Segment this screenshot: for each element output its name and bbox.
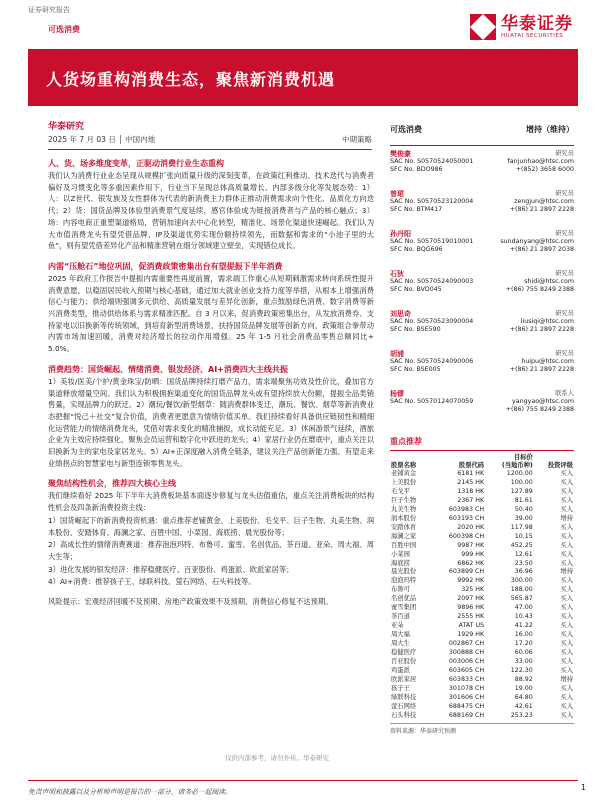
dateline	[48, 134, 372, 150]
table-cell: 孩子王	[391, 684, 410, 692]
table-cell: 买入	[560, 586, 573, 594]
table-cell: 2097 HK	[457, 595, 485, 603]
table-cell: 452.25	[510, 541, 533, 549]
table-cell: 188.00	[510, 586, 533, 594]
table-cell: 33.00	[514, 658, 533, 666]
recommendation-item: 4）AI+消费：推荐孩子王、绿联科技、萤石网络、石头科技等。	[48, 577, 256, 587]
table-cell: 301078 CH	[448, 684, 485, 692]
recommendation-item: 3）进化发展的银发经济：推荐稳健医疗、百亚股份、鸡蛋派、欧派家居等；	[48, 564, 294, 574]
analyst-name: 杨镠	[390, 390, 404, 398]
table-cell: 2020 HK	[457, 523, 485, 531]
table-cell: 603833 CH	[448, 675, 485, 683]
disclaimer-footer: 免责声明和披露以及分析师声明是报告的一部分，请务必一起阅读。	[28, 780, 578, 796]
analyst-card	[390, 386, 574, 426]
table-row	[390, 613, 574, 622]
analyst-sac: SAC No. S0570524050001	[390, 158, 474, 165]
table-cell: 12.61	[514, 550, 533, 558]
table-cell: ATAT US	[458, 622, 485, 630]
table-cell: 欧派家居	[391, 675, 417, 683]
table-cell: 毛戈平	[391, 487, 410, 495]
table-row	[390, 524, 574, 533]
table-cell: 增持	[560, 514, 573, 522]
analyst-name: 樊俊豪	[390, 150, 411, 158]
table-cell: 301606 CH	[448, 693, 485, 701]
analyst-sfc: SFC No. BDO986	[390, 166, 443, 173]
confidential-watermark: 仅供内部参考，请勿外传。华泰研究	[225, 754, 329, 762]
section-heading: 内需“压舱石”地位巩固，促消费政策密集出台有望提振下半年消费	[48, 261, 283, 271]
table-cell: 名创优品	[391, 595, 417, 603]
analyst-card	[390, 146, 574, 186]
table-cell: 603193 CH	[448, 514, 485, 522]
table-cell: 百胜中国	[391, 541, 417, 549]
table-cell: 海底捞	[391, 559, 410, 567]
table-cell: 巨子生物	[391, 496, 417, 504]
analyst-sfc: SFC No. BTM417	[390, 206, 443, 213]
table-row	[390, 542, 574, 551]
table-cell: 6862 HK	[457, 559, 485, 567]
table-cell: 买入	[560, 550, 573, 558]
analyst-card	[390, 186, 574, 226]
table-cell: 122.30	[510, 666, 533, 674]
logo-chinese-name: 华泰证券	[501, 14, 573, 34]
table-cell: 增持	[560, 675, 573, 683]
table-cell: 42.61	[514, 702, 533, 710]
section-heading: 人、货、场多维度变革，正驱动消费行业生态重构	[48, 159, 224, 168]
analyst-list	[390, 146, 574, 426]
analyst-sfc: SFC No. BSE590	[390, 326, 441, 333]
table-row	[390, 506, 574, 515]
table-cell: 2145 HK	[457, 478, 485, 486]
table-header: 股票代码	[458, 462, 485, 469]
table-cell: 23.50	[514, 559, 533, 567]
analyst-sac: SAC No. S0570519010001	[390, 238, 474, 245]
table-cell: 买入	[560, 470, 573, 477]
analyst-card	[390, 346, 574, 386]
table-cell: 买入	[560, 496, 573, 504]
table-header: 股票名称	[391, 462, 417, 469]
table-row	[390, 676, 574, 685]
table-row	[390, 470, 574, 479]
paragraph: 我们继续看好 2025 年下半年大消费板块基本面逐步修复与龙头估值重估，重点关注消费板块的结构性机会及四条新消费投资主线：	[48, 491, 374, 513]
analyst-sfc: SFC No. BSE005	[390, 366, 441, 373]
sidebar	[390, 124, 574, 735]
table-cell: 亚朵	[391, 622, 404, 630]
section-heading: 消费趋势：国货崛起、情绪消费、银发经济、AI+消费四大主线共振	[48, 364, 288, 374]
table-cell: 36.96	[514, 568, 533, 576]
analyst-name: 孙丹阳	[390, 230, 411, 238]
analyst-sfc: SFC No. BQG696	[390, 246, 443, 253]
report-type: 中期策略	[342, 135, 372, 144]
table-cell: 买入	[560, 631, 573, 639]
table-cell: 565.87	[510, 595, 533, 603]
analyst-phone: +(86) 21 2897 2228	[509, 206, 574, 213]
table-row	[390, 694, 574, 703]
table-cell: 润本股份	[391, 514, 417, 522]
table-cell: 603899 CH	[448, 568, 485, 576]
table-row	[390, 667, 574, 676]
table-cell: 买入	[560, 702, 573, 710]
table-col-note: 目标价	[513, 454, 533, 461]
table-row	[390, 658, 574, 667]
table-cell: 253.23	[510, 711, 533, 719]
analyst-role: 研究员	[555, 190, 574, 197]
table-row	[390, 595, 574, 604]
table-cell: 买入	[560, 693, 573, 701]
analyst-sac: SAC No. S0570523090004	[390, 318, 474, 325]
table-cell: 17.20	[514, 640, 533, 648]
analyst-role: 研究员	[555, 350, 574, 357]
analyst-card	[390, 226, 574, 266]
table-source: 资料来源：华泰研究预测	[390, 723, 574, 735]
recommendation-item: 1）国货崛起下的新消费投资机遇：重点推荐老铺黄金、上美股份、毛戈平、巨子生物、丸美生物、润本股份、安踏体育、海澜之家、百胜中国、小菜园、海底捞、晨光股份等；	[48, 515, 374, 537]
table-cell: 买入	[560, 577, 573, 585]
table-cell: 石头科技	[391, 711, 417, 719]
analyst-email[interactable]: yangyao@htsc.com	[512, 398, 574, 405]
table-cell: 325 HK	[461, 586, 485, 594]
table-cell: 127.89	[510, 487, 533, 495]
table-cell: 1318 HK	[457, 487, 485, 495]
page-number: 1	[580, 783, 586, 792]
table-cell: 9992 HK	[457, 577, 485, 585]
paragraph: 我们认为消费行业业态呈现从规模扩张向质量升级的深刻变革，在政策红利推动、技术迭代与消费者偏好及习惯变化等多重因素作用下，行业当下呈现总体高质量增长、内部多级分化等发展态势：1）人：以Z世代、银发族及女性群体为代表的新消费主力群体正推动消费需求向个性化、品质化方向迭代；2）货：国货品牌及体验型消费景气度延续，感官体验成为链接消费者与产品的核心触点；3）场：内容电商正重塑渠道格局，营销加速向去中心化转型，精准化、场景化渠道快速崛起。我们认为大市值消费龙头有望凭借品牌、IP及渠道优势实现份额持续领先，而数据和需求的“小池子里的大鱼”，则有望凭借差异化产品和精准营销在细分领域建立壁垒，实现错位成长。	[48, 171, 374, 251]
analyst-name: 胡浦	[390, 350, 404, 358]
table-cell: 周大福	[391, 631, 410, 639]
recommendation-item: 2）高成长性的情绪消费赛道：推荐泡泡玛特、布鲁可、蜜雪、名创优品、茶百道、亚朵、周大福、周大生等；	[48, 540, 374, 561]
table-row	[390, 488, 574, 497]
analyst-sac: SAC No. S0570524090006	[390, 358, 474, 365]
analyst-role: 联系人	[555, 390, 574, 397]
table-cell: 买入	[560, 559, 573, 567]
analyst-role: 研究员	[555, 310, 574, 317]
table-cell: 买入	[560, 532, 573, 540]
table-cell: 003006 CH	[448, 658, 485, 666]
table-header: (当地币种)	[501, 462, 533, 469]
analyst-email[interactable]: zengjun@htsc.com	[514, 198, 574, 205]
table-cell: 买入	[560, 604, 573, 612]
table-cell: 688169 CH	[448, 711, 485, 719]
table-row	[390, 515, 574, 524]
table-cell: 300.00	[510, 577, 533, 585]
table-cell: 周大生	[391, 640, 410, 648]
table-cell: 999 HK	[461, 550, 485, 558]
table-row	[390, 577, 574, 586]
table-cell: 47.00	[514, 604, 533, 612]
table-row	[390, 703, 574, 712]
table-cell: 老铺黄金	[391, 470, 417, 477]
table-cell: 2555 HK	[457, 613, 485, 621]
table-cell: 绿联科技	[391, 693, 417, 701]
table-cell: 买入	[560, 711, 573, 719]
analyst-role: 研究员	[555, 270, 574, 277]
title-banner	[28, 49, 578, 106]
table-cell: 海澜之家	[391, 532, 417, 540]
table-header: 投资评级	[547, 462, 573, 469]
table-cell: 1200.00	[506, 470, 533, 477]
table-row	[390, 551, 574, 560]
table-cell: 稳健医疗	[391, 649, 417, 657]
organization-name: 华泰研究	[48, 122, 85, 132]
analyst-email[interactable]: shidi@htsc.com	[524, 278, 574, 285]
report-category-label: 证券研究报告	[28, 6, 70, 14]
section-heading: 聚焦结构性机会，推荐四大核心主线	[48, 479, 176, 489]
table-cell: 买入	[560, 684, 573, 692]
analyst-sac: SAC No. S0570523120004	[390, 198, 474, 205]
table-cell: 蜜雪集团	[391, 604, 417, 612]
analyst-name: 曾珺	[390, 190, 404, 198]
table-row	[390, 712, 574, 721]
table-cell: 39.00	[514, 514, 533, 522]
analyst-sfc: SFC No. BVO045	[390, 286, 442, 293]
report-body	[48, 154, 374, 609]
table-cell: 117.98	[510, 523, 533, 531]
table-cell: 茶百道	[391, 613, 410, 621]
table-cell: 小菜园	[391, 550, 410, 558]
table-cell: 603605 CH	[448, 666, 485, 674]
analyst-email[interactable]: huipu@htsc.com	[521, 358, 574, 365]
analyst-phone: +(86) 755 8249 2388	[505, 406, 574, 413]
analyst-card	[390, 306, 574, 346]
risk-warning: 风险提示：宏观经济回暖不及预期、房地产政策效果不及预期、消费信心修复不达预期。	[48, 597, 333, 607]
table-cell: 买入	[560, 658, 573, 666]
table-cell: 50.40	[514, 505, 533, 513]
table-row	[390, 631, 574, 640]
table-cell: 买入	[560, 649, 573, 657]
table-row	[390, 560, 574, 569]
analyst-sac: SAC No. S0570124070059	[390, 398, 474, 405]
table-cell: 688475 CH	[448, 702, 485, 710]
table-cell: 10.43	[514, 613, 533, 621]
table-cell: 9987 HK	[457, 541, 485, 549]
analyst-phone: +(86) 21 2897 2038	[509, 246, 574, 253]
rating-value: 增持（维持）	[526, 125, 574, 134]
table-cell: 晨光股份	[391, 568, 417, 576]
analyst-role: 研究员	[555, 150, 574, 157]
paragraph: 2025 年政府工作报告中提振内需重要性再度前置，需求端工作重心从短期刺激需求转向系统性提升消费意愿，以稳固居民收入预期与核心基础，通过加大就业创业支持力度等举措，从根本上增强消费信心与能力；供给端则强调多元供给、高质量发展与差异化创新，重点鼓励绿色消费、数字消费等新兴消费类型，推动供给体系与需求精准匹配。自 3 月以来，促消费政策密集出台，从发放消费券、支持家电以旧换新等传统领域，到培育新型消费场景、扶持国货品牌发展等创新方向，政策组合拳带动内需市场加速回暖，消费对经济增长的拉动作用增强。25 年 1-5 月社会消费品零售总额同比+ 5.0%。	[48, 273, 374, 354]
table-cell: 买入	[560, 622, 573, 630]
analyst-email[interactable]: fanjunhao@htsc.com	[507, 158, 574, 165]
table-cell: 萤石网络	[391, 702, 417, 710]
table-cell: 10.15	[514, 532, 533, 540]
recommendation-table	[390, 454, 574, 721]
analyst-phone: +(86) 21 2897 2228	[509, 326, 574, 333]
table-cell: 买入	[560, 613, 573, 621]
industry-name: 可选消费	[390, 125, 422, 134]
table-cell: 买入	[560, 666, 573, 674]
analyst-sac: SAC No. S0570524090003	[390, 278, 474, 285]
analyst-email[interactable]: liusiqi@htsc.com	[520, 318, 574, 325]
analyst-phone: +(86) 755 8249 2388	[505, 286, 574, 293]
table-cell: 300888 CH	[448, 649, 485, 657]
table-cell: 60.06	[514, 649, 533, 657]
table-row	[390, 649, 574, 658]
logo-mark-icon	[470, 14, 496, 40]
table-cell: 2367 HK	[457, 496, 485, 504]
rating-row	[390, 124, 574, 146]
table-cell: 16.00	[514, 631, 533, 639]
analyst-phone: +(86) 21 2897 2228	[509, 366, 574, 373]
table-cell: 买入	[560, 487, 573, 495]
table-row	[390, 640, 574, 649]
table-cell: 81.61	[514, 496, 533, 504]
logo-english-name: HUATAI SECURITIES	[501, 33, 564, 39]
table-cell: 19.00	[514, 684, 533, 692]
huatai-logo	[470, 14, 573, 40]
table-cell: 64.80	[514, 693, 533, 701]
table-cell: 鸡蛋派	[391, 666, 410, 674]
table-row	[390, 497, 574, 506]
table-cell: 安踏体育	[391, 523, 417, 531]
industry-tag: 可选消费	[48, 25, 80, 34]
report-date: 2025 年 7 月 03 日 │ 中国内地	[48, 135, 156, 144]
table-cell: 603983 CH	[448, 505, 485, 513]
table-row	[390, 622, 574, 631]
table-cell: 买入	[560, 478, 573, 486]
table-row	[390, 533, 574, 542]
analyst-phone: +(852) 3658 6000	[515, 166, 574, 173]
table-cell: 上美股份	[391, 478, 417, 486]
analyst-email[interactable]: sundanyang@htsc.com	[500, 238, 574, 245]
paragraph: 1）美妆/医美/个护/黄金珠宝/防晒：国货品牌持续打磨产品力，需求端聚焦功效及性价比，叠加官方渠道释放增量空间。我们认为积极拥抱渠道变化的国货品牌龙头或有望持续放大份额，提振全品类销售量，实现品牌力的跃迁。2）潮玩/餐饮/新型烟草：随消费群体变迁，潮玩、餐饮、烟草等新消费业态把握“悦己＋社交”复合价值，消费者更愿意为情绪价值买单。我们持续看好具备供应链韧性和精细化运营能力的情绪消费龙头，凭借对需求变化的精准捕捉，成长动能充足。3）休闲游景气延续，酒旅企业为主效应持续强化，聚焦会员运营和数字化中跃进的龙头；4）家居行业仍在磨底中，重点关注以旧换新为主的家电及家居龙头。5）AI+正深度融入消费全链条，建议关注产品创新能力强、有望走来业绩拐点的智慧家电与新型连锁零售龙头。	[48, 376, 374, 468]
table-cell: 买入	[560, 505, 573, 513]
table-cell: 丸美生物	[391, 505, 417, 513]
focus-heading: 重点推荐	[390, 436, 574, 451]
table-cell: 100.00	[510, 478, 533, 486]
analyst-name: 石狄	[390, 270, 404, 278]
table-cell: 88.92	[514, 675, 533, 683]
table-cell: 布鲁可	[391, 586, 410, 594]
table-cell: 买入	[560, 523, 573, 531]
table-cell: 41.22	[514, 622, 533, 630]
table-row	[390, 479, 574, 488]
analyst-role: 研究员	[555, 230, 574, 237]
table-cell: 泡泡玛特	[391, 577, 417, 585]
table-cell: 增持	[560, 568, 573, 576]
table-cell: 买入	[560, 595, 573, 603]
table-cell: 600398 CH	[448, 532, 485, 540]
table-cell: 002867 CH	[448, 640, 485, 648]
analyst-name: 刘思奇	[390, 310, 411, 318]
table-cell: 9896 HK	[457, 604, 485, 612]
table-cell: 买入	[560, 640, 573, 648]
table-row	[390, 568, 574, 577]
table-row	[390, 586, 574, 595]
table-row	[390, 685, 574, 694]
table-cell: 6181 HK	[457, 470, 485, 477]
table-cell: 百亚股份	[391, 658, 417, 666]
table-row	[390, 604, 574, 613]
table-cell: 1929 HK	[457, 631, 485, 639]
table-cell: 买入	[560, 541, 573, 549]
analyst-card	[390, 266, 574, 306]
report-title: 人货场重构消费生态，聚焦新消费机遇	[46, 70, 336, 89]
